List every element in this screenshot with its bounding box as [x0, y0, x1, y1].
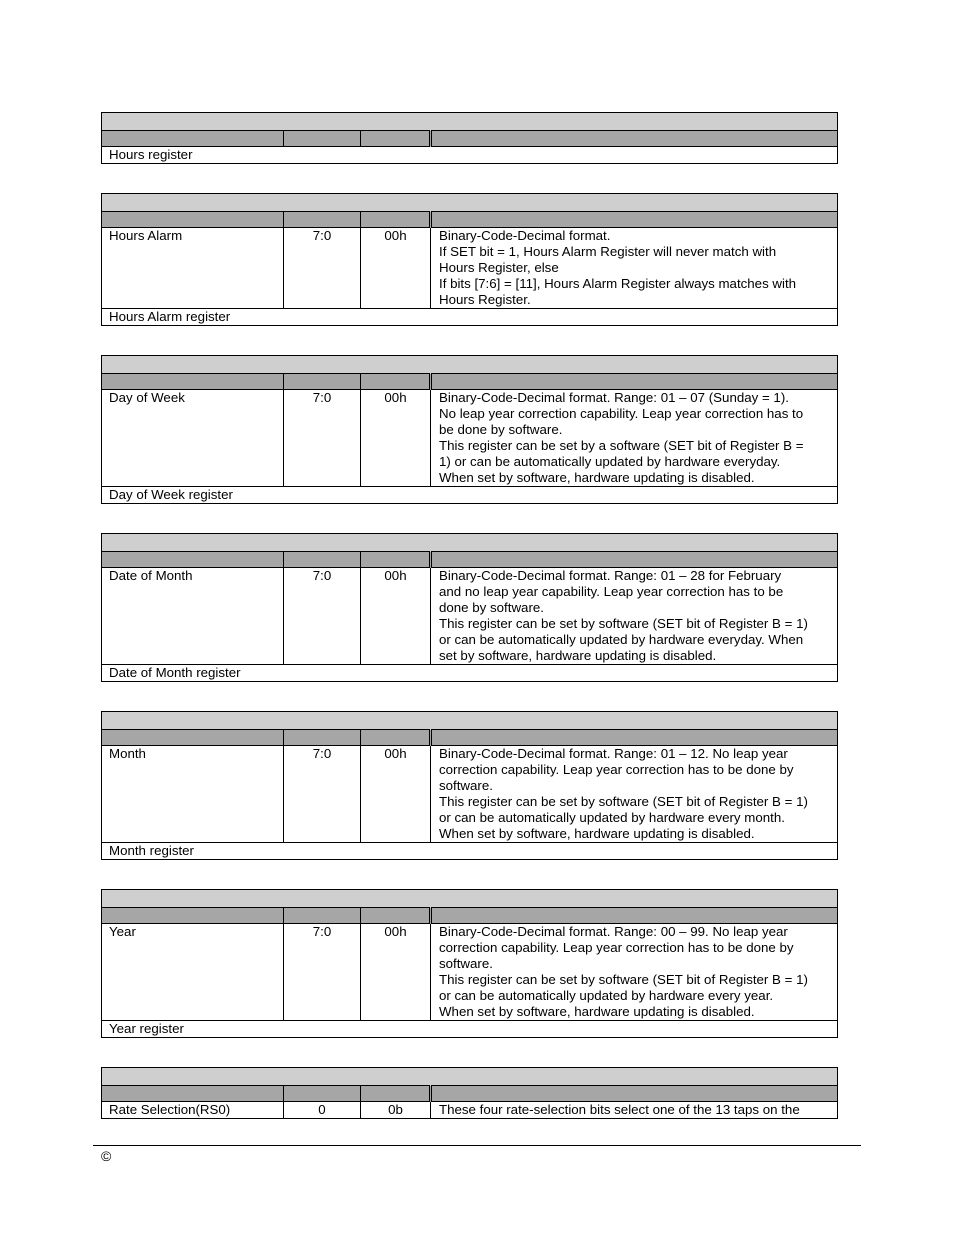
- table-footer-label: Hours register: [102, 147, 838, 164]
- copyright-symbol: ©: [101, 1148, 112, 1164]
- table-header-row: [102, 1086, 838, 1102]
- register-table-year: [101, 889, 838, 1038]
- table-footer-label: Day of Week register: [102, 487, 838, 504]
- register-table-hours-alarm: [101, 193, 838, 326]
- register-table-day-of-week: [101, 355, 838, 504]
- table-footer-row: [102, 309, 838, 326]
- table-header-row: [102, 374, 838, 390]
- table-row: [102, 228, 838, 309]
- table-footer-row: [102, 843, 838, 860]
- table-title-bar: [102, 890, 838, 908]
- table-row: [102, 924, 838, 1021]
- field-bits: 7:0: [284, 228, 361, 309]
- table-footer-row: [102, 665, 838, 682]
- table-footer-row: [102, 147, 838, 164]
- table-title-bar: [102, 712, 838, 730]
- field-description: Binary-Code-Decimal format. Range: 01 – 28 for February and no leap year capability. Leap year correction has to be done by software. This register can be set by software (SET bit of Register B = 1) or can be automatically updated by hardware everyday. When set by software, hardware updating is disabled.: [431, 568, 838, 665]
- field-default: 0b: [361, 1102, 431, 1119]
- field-description: Binary-Code-Decimal format. Range: 00 – 99. No leap year correction capability. Leap year correction has to be done by software. This register can be set by software (SET bit of Register B = 1) or can be automatically updated by hardware every year. When set by software, hardware updating is disabled.: [431, 924, 838, 1021]
- register-table-hours: [101, 112, 838, 164]
- field-name: Month: [102, 746, 284, 843]
- table-row: [102, 390, 838, 487]
- table-header-row: [102, 730, 838, 746]
- field-name: Hours Alarm: [102, 228, 284, 309]
- field-default: 00h: [361, 390, 431, 487]
- field-name: Day of Week: [102, 390, 284, 487]
- table-row: [102, 1102, 838, 1119]
- table-footer-label: Date of Month register: [102, 665, 838, 682]
- field-bits: 0: [284, 1102, 361, 1119]
- field-description: Binary-Code-Decimal format. Range: 01 – 07 (Sunday = 1). No leap year correction capability. Leap year correction has to be done by software. This register can be set by a software (SET bit of Register B = 1) or can be automatically updated by hardware everyday. When set by software, hardware updating is disabled.: [431, 390, 838, 487]
- table-header-row: [102, 552, 838, 568]
- table-title-bar: [102, 113, 838, 131]
- page-footer-rule: [93, 1145, 861, 1146]
- table-title-bar: [102, 1068, 838, 1086]
- field-default: 00h: [361, 228, 431, 309]
- register-table-rate-selection: [101, 1067, 838, 1119]
- register-table-month: [101, 711, 838, 860]
- table-title-bar: [102, 534, 838, 552]
- field-description: These four rate-selection bits select one of the 13 taps on the: [431, 1102, 838, 1119]
- table-header-row: [102, 131, 838, 147]
- field-name: Date of Month: [102, 568, 284, 665]
- field-name: Year: [102, 924, 284, 1021]
- field-bits: 7:0: [284, 746, 361, 843]
- table-footer-row: [102, 487, 838, 504]
- table-footer-label: Hours Alarm register: [102, 309, 838, 326]
- field-default: 00h: [361, 746, 431, 843]
- field-description: Binary-Code-Decimal format. Range: 01 – 12. No leap year correction capability. Leap year correction has to be done by software. This register can be set by software (SET bit of Register B = 1) or can be automatically updated by hardware every month. When set by software, hardware updating is disabled.: [431, 746, 838, 843]
- table-row: [102, 746, 838, 843]
- field-default: 00h: [361, 924, 431, 1021]
- field-default: 00h: [361, 568, 431, 665]
- table-footer-label: Month register: [102, 843, 838, 860]
- table-row: [102, 568, 838, 665]
- table-title-bar: [102, 194, 838, 212]
- field-bits: 7:0: [284, 924, 361, 1021]
- register-table-date-of-month: [101, 533, 838, 682]
- field-name: Rate Selection(RS0): [102, 1102, 284, 1119]
- field-bits: 7:0: [284, 568, 361, 665]
- table-footer-row: [102, 1021, 838, 1038]
- field-bits: 7:0: [284, 390, 361, 487]
- table-header-row: [102, 908, 838, 924]
- field-description: Binary-Code-Decimal format. If SET bit = 1, Hours Alarm Register will never match with Hours Register, else If bits [7:6] = [11], Hours Alarm Register always matches with Hours Register.: [431, 228, 838, 309]
- table-header-row: [102, 212, 838, 228]
- table-footer-label: Year register: [102, 1021, 838, 1038]
- table-title-bar: [102, 356, 838, 374]
